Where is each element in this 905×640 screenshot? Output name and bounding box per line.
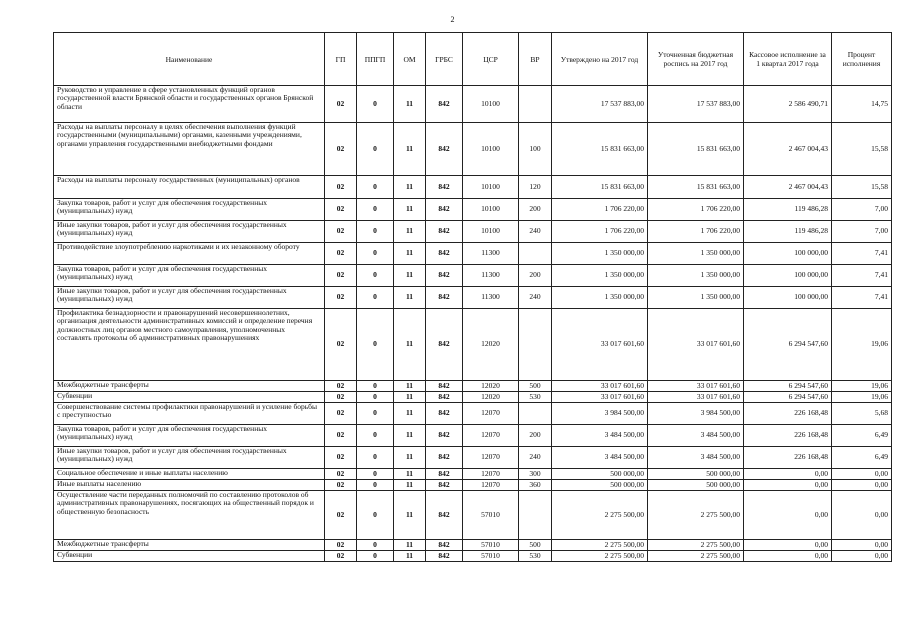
- row-om-cell: 11: [394, 287, 426, 309]
- row-grbs-cell: 842: [426, 491, 463, 540]
- header-grbs: ГРБС: [426, 33, 463, 86]
- row-cash-cell: 0,00: [744, 469, 832, 480]
- row-om-cell: 11: [394, 540, 426, 551]
- row-approved-cell: 15 831 663,00: [552, 123, 648, 176]
- row-grbs-cell: 842: [426, 199, 463, 221]
- row-ppgp-cell: 0: [357, 381, 394, 392]
- row-refined-cell: 33 017 601,60: [648, 309, 744, 381]
- row-approved-cell: 1 706 220,00: [552, 199, 648, 221]
- table-row: [54, 243, 892, 265]
- row-approved-cell: 33 017 601,60: [552, 309, 648, 381]
- row-ppgp-cell: 0: [357, 199, 394, 221]
- row-gp-cell: 02: [325, 199, 357, 221]
- row-vr-cell: 200: [519, 265, 552, 287]
- row-refined-cell: 2 275 500,00: [648, 551, 744, 562]
- row-gp-cell: 02: [325, 287, 357, 309]
- row-percent-cell: 6,49: [832, 425, 892, 447]
- row-cash-cell: 0,00: [744, 551, 832, 562]
- row-refined-cell: 3 484 500,00: [648, 447, 744, 469]
- row-approved-cell: 17 537 883,00: [552, 86, 648, 123]
- row-ppgp-cell: 0: [357, 551, 394, 562]
- row-cash-cell: 0,00: [744, 480, 832, 491]
- row-vr-cell: 120: [519, 176, 552, 199]
- row-cash-cell: 100 000,00: [744, 243, 832, 265]
- row-name-cell: Межбюджетные трансферты: [54, 381, 325, 392]
- row-om-cell: 11: [394, 86, 426, 123]
- table-row: [54, 480, 892, 491]
- row-gp-cell: 02: [325, 551, 357, 562]
- header-csr: ЦСР: [463, 33, 519, 86]
- row-gp-cell: 02: [325, 86, 357, 123]
- row-approved-cell: 15 831 663,00: [552, 176, 648, 199]
- row-vr-cell: 200: [519, 425, 552, 447]
- row-csr-cell: 10100: [463, 86, 519, 123]
- row-name-cell: Совершенствование системы профилактики правонарушений и усиление борьбы с преступностью: [54, 403, 325, 425]
- row-vr-cell: 530: [519, 551, 552, 562]
- table-row: [54, 86, 892, 123]
- row-cash-cell: 100 000,00: [744, 287, 832, 309]
- row-om-cell: 11: [394, 309, 426, 381]
- row-vr-cell: [519, 403, 552, 425]
- row-percent-cell: 15,58: [832, 123, 892, 176]
- row-approved-cell: 1 706 220,00: [552, 221, 648, 243]
- row-gp-cell: 02: [325, 540, 357, 551]
- row-ppgp-cell: 0: [357, 425, 394, 447]
- page-number: 2: [450, 15, 455, 24]
- row-approved-cell: 3 484 500,00: [552, 447, 648, 469]
- header-approved: Утверждено на 2017 год: [552, 33, 648, 86]
- row-cash-cell: 119 486,28: [744, 199, 832, 221]
- row-grbs-cell: 842: [426, 221, 463, 243]
- row-percent-cell: 0,00: [832, 480, 892, 491]
- budget-execution-table: [53, 32, 892, 562]
- row-refined-cell: 1 350 000,00: [648, 243, 744, 265]
- row-gp-cell: 02: [325, 403, 357, 425]
- row-ppgp-cell: 0: [357, 403, 394, 425]
- header-ppgp: ППГП: [357, 33, 394, 86]
- row-om-cell: 11: [394, 480, 426, 491]
- row-percent-cell: 0,00: [832, 551, 892, 562]
- table-row: [54, 176, 892, 199]
- row-csr-cell: 10100: [463, 199, 519, 221]
- row-grbs-cell: 842: [426, 480, 463, 491]
- row-ppgp-cell: 0: [357, 392, 394, 403]
- table-row: [54, 425, 892, 447]
- header-cash: Кассовое исполнение за 1 квартал 2017 года: [744, 33, 832, 86]
- row-grbs-cell: 842: [426, 287, 463, 309]
- row-refined-cell: 1 350 000,00: [648, 265, 744, 287]
- row-name-cell: Противодействие злоупотреблению наркотиками и их незаконному обороту: [54, 243, 325, 265]
- row-ppgp-cell: 0: [357, 491, 394, 540]
- row-cash-cell: 2 467 004,43: [744, 123, 832, 176]
- row-vr-cell: 530: [519, 392, 552, 403]
- row-refined-cell: 500 000,00: [648, 480, 744, 491]
- row-percent-cell: 7,00: [832, 221, 892, 243]
- row-grbs-cell: 842: [426, 381, 463, 392]
- row-percent-cell: 7,41: [832, 265, 892, 287]
- row-gp-cell: 02: [325, 243, 357, 265]
- row-csr-cell: 57010: [463, 491, 519, 540]
- row-approved-cell: 2 275 500,00: [552, 491, 648, 540]
- row-om-cell: 11: [394, 447, 426, 469]
- header-name: Наименование: [54, 33, 325, 86]
- row-name-cell: Осуществление части переданных полномочий по составлению протоколов об административных правонарушениях, посягающих на общественный порядок и общественную безопасность: [54, 491, 325, 540]
- row-refined-cell: 500 000,00: [648, 469, 744, 480]
- row-grbs-cell: 842: [426, 265, 463, 287]
- row-om-cell: 11: [394, 403, 426, 425]
- row-percent-cell: 6,49: [832, 447, 892, 469]
- row-csr-cell: 12020: [463, 381, 519, 392]
- row-csr-cell: 11300: [463, 243, 519, 265]
- table-row: [54, 123, 892, 176]
- row-approved-cell: 33 017 601,60: [552, 381, 648, 392]
- header-vr: ВР: [519, 33, 552, 86]
- row-name-cell: Иные закупки товаров, работ и услуг для обеспечения государственных (муниципальных) нужд: [54, 221, 325, 243]
- row-om-cell: 11: [394, 265, 426, 287]
- row-vr-cell: 100: [519, 123, 552, 176]
- table-row: [54, 309, 892, 381]
- row-csr-cell: 10100: [463, 176, 519, 199]
- row-cash-cell: 2 467 004,43: [744, 176, 832, 199]
- row-name-cell: Социальное обеспечение и иные выплаты населению: [54, 469, 325, 480]
- row-om-cell: 11: [394, 176, 426, 199]
- row-approved-cell: 3 984 500,00: [552, 403, 648, 425]
- header-refined: Уточненная бюджетная роспись на 2017 год: [648, 33, 744, 86]
- row-om-cell: 11: [394, 425, 426, 447]
- row-csr-cell: 57010: [463, 551, 519, 562]
- row-grbs-cell: 842: [426, 540, 463, 551]
- row-name-cell: Закупка товаров, работ и услуг для обеспечения государственных (муниципальных) нужд: [54, 199, 325, 221]
- row-cash-cell: 6 294 547,60: [744, 309, 832, 381]
- row-csr-cell: 12070: [463, 480, 519, 491]
- row-refined-cell: 2 275 500,00: [648, 491, 744, 540]
- row-om-cell: 11: [394, 123, 426, 176]
- row-om-cell: 11: [394, 199, 426, 221]
- row-ppgp-cell: 0: [357, 265, 394, 287]
- row-vr-cell: 360: [519, 480, 552, 491]
- row-percent-cell: 19,06: [832, 392, 892, 403]
- row-name-cell: Иные закупки товаров, работ и услуг для обеспечения государственных (муниципальных) нужд: [54, 287, 325, 309]
- row-name-cell: Закупка товаров, работ и услуг для обеспечения государственных (муниципальных) нужд: [54, 425, 325, 447]
- row-ppgp-cell: 0: [357, 447, 394, 469]
- row-approved-cell: 1 350 000,00: [552, 287, 648, 309]
- row-approved-cell: 1 350 000,00: [552, 243, 648, 265]
- header-om: ОМ: [394, 33, 426, 86]
- row-ppgp-cell: 0: [357, 540, 394, 551]
- row-ppgp-cell: 0: [357, 176, 394, 199]
- table-row: [54, 221, 892, 243]
- row-cash-cell: 6 294 547,60: [744, 392, 832, 403]
- row-grbs-cell: 842: [426, 86, 463, 123]
- table-row: [54, 403, 892, 425]
- row-vr-cell: [519, 309, 552, 381]
- row-ppgp-cell: 0: [357, 287, 394, 309]
- row-grbs-cell: 842: [426, 425, 463, 447]
- row-approved-cell: 500 000,00: [552, 469, 648, 480]
- row-name-cell: Межбюджетные трансферты: [54, 540, 325, 551]
- row-csr-cell: 12070: [463, 425, 519, 447]
- row-csr-cell: 12020: [463, 309, 519, 381]
- row-gp-cell: 02: [325, 381, 357, 392]
- row-om-cell: 11: [394, 243, 426, 265]
- row-name-cell: Иные выплаты населению: [54, 480, 325, 491]
- row-cash-cell: 226 168,48: [744, 447, 832, 469]
- row-percent-cell: 7,41: [832, 243, 892, 265]
- table-row: [54, 199, 892, 221]
- row-percent-cell: 14,75: [832, 86, 892, 123]
- row-refined-cell: 1 350 000,00: [648, 287, 744, 309]
- row-percent-cell: 5,68: [832, 403, 892, 425]
- row-approved-cell: 1 350 000,00: [552, 265, 648, 287]
- row-percent-cell: 19,06: [832, 309, 892, 381]
- row-name-cell: Закупка товаров, работ и услуг для обеспечения государственных (муниципальных) нужд: [54, 265, 325, 287]
- row-vr-cell: 300: [519, 469, 552, 480]
- row-grbs-cell: 842: [426, 469, 463, 480]
- row-name-cell: Иные закупки товаров, работ и услуг для обеспечения государственных (муниципальных) нужд: [54, 447, 325, 469]
- table-row: [54, 381, 892, 392]
- table-row: [54, 551, 892, 562]
- table-row: [54, 540, 892, 551]
- row-cash-cell: 0,00: [744, 491, 832, 540]
- row-vr-cell: 240: [519, 287, 552, 309]
- row-refined-cell: 33 017 601,60: [648, 381, 744, 392]
- row-gp-cell: 02: [325, 265, 357, 287]
- row-ppgp-cell: 0: [357, 469, 394, 480]
- header-gp: ГП: [325, 33, 357, 86]
- row-om-cell: 11: [394, 469, 426, 480]
- row-name-cell: Расходы на выплаты персоналу в целях обеспечения выполнения функций государственными (муниципальными) органами, казенными учреждениями, органами управления государственными внебюджетными фондами: [54, 123, 325, 176]
- row-gp-cell: 02: [325, 123, 357, 176]
- row-gp-cell: 02: [325, 480, 357, 491]
- row-csr-cell: 10100: [463, 221, 519, 243]
- row-csr-cell: 12070: [463, 447, 519, 469]
- row-name-cell: Расходы на выплаты персоналу государственных (муниципальных) органов: [54, 176, 325, 199]
- row-percent-cell: 0,00: [832, 540, 892, 551]
- header-percent: Процент исполнения: [832, 33, 892, 86]
- row-vr-cell: 200: [519, 199, 552, 221]
- row-percent-cell: 15,58: [832, 176, 892, 199]
- row-vr-cell: [519, 491, 552, 540]
- row-ppgp-cell: 0: [357, 480, 394, 491]
- row-ppgp-cell: 0: [357, 243, 394, 265]
- row-om-cell: 11: [394, 491, 426, 540]
- row-csr-cell: 12070: [463, 469, 519, 480]
- row-refined-cell: 17 537 883,00: [648, 86, 744, 123]
- row-grbs-cell: 842: [426, 447, 463, 469]
- row-om-cell: 11: [394, 381, 426, 392]
- row-refined-cell: 3 484 500,00: [648, 425, 744, 447]
- row-vr-cell: 500: [519, 540, 552, 551]
- row-grbs-cell: 842: [426, 176, 463, 199]
- row-approved-cell: 500 000,00: [552, 480, 648, 491]
- header-row: [54, 33, 892, 86]
- row-gp-cell: 02: [325, 221, 357, 243]
- table-row: [54, 447, 892, 469]
- row-gp-cell: 02: [325, 491, 357, 540]
- row-refined-cell: 15 831 663,00: [648, 176, 744, 199]
- row-approved-cell: 3 484 500,00: [552, 425, 648, 447]
- row-gp-cell: 02: [325, 425, 357, 447]
- row-vr-cell: [519, 243, 552, 265]
- row-grbs-cell: 842: [426, 123, 463, 176]
- row-csr-cell: 11300: [463, 287, 519, 309]
- row-approved-cell: 2 275 500,00: [552, 540, 648, 551]
- row-cash-cell: 100 000,00: [744, 265, 832, 287]
- row-approved-cell: 2 275 500,00: [552, 551, 648, 562]
- row-gp-cell: 02: [325, 392, 357, 403]
- row-csr-cell: 10100: [463, 123, 519, 176]
- row-om-cell: 11: [394, 392, 426, 403]
- row-csr-cell: 57010: [463, 540, 519, 551]
- row-refined-cell: 15 831 663,00: [648, 123, 744, 176]
- row-refined-cell: 3 984 500,00: [648, 403, 744, 425]
- row-cash-cell: 2 586 490,71: [744, 86, 832, 123]
- row-ppgp-cell: 0: [357, 123, 394, 176]
- row-percent-cell: 7,41: [832, 287, 892, 309]
- row-percent-cell: 7,00: [832, 199, 892, 221]
- row-csr-cell: 12020: [463, 392, 519, 403]
- row-grbs-cell: 842: [426, 243, 463, 265]
- row-refined-cell: 2 275 500,00: [648, 540, 744, 551]
- row-cash-cell: 0,00: [744, 540, 832, 551]
- row-gp-cell: 02: [325, 447, 357, 469]
- row-cash-cell: 6 294 547,60: [744, 381, 832, 392]
- row-refined-cell: 1 706 220,00: [648, 221, 744, 243]
- row-name-cell: Руководство и управление в сфере установленных функций органов государственной власти Брянской области и государственных органов Брянской области: [54, 86, 325, 123]
- row-csr-cell: 12070: [463, 403, 519, 425]
- row-vr-cell: [519, 86, 552, 123]
- row-csr-cell: 11300: [463, 265, 519, 287]
- row-gp-cell: 02: [325, 176, 357, 199]
- row-grbs-cell: 842: [426, 551, 463, 562]
- row-percent-cell: 19,06: [832, 381, 892, 392]
- row-name-cell: Субвенции: [54, 392, 325, 403]
- row-gp-cell: 02: [325, 309, 357, 381]
- table-row: [54, 287, 892, 309]
- row-refined-cell: 33 017 601,60: [648, 392, 744, 403]
- row-cash-cell: 119 486,28: [744, 221, 832, 243]
- row-approved-cell: 33 017 601,60: [552, 392, 648, 403]
- row-om-cell: 11: [394, 221, 426, 243]
- table-row: [54, 469, 892, 480]
- row-grbs-cell: 842: [426, 403, 463, 425]
- row-cash-cell: 226 168,48: [744, 403, 832, 425]
- row-gp-cell: 02: [325, 469, 357, 480]
- row-om-cell: 11: [394, 551, 426, 562]
- row-vr-cell: 500: [519, 381, 552, 392]
- row-name-cell: Субвенции: [54, 551, 325, 562]
- table-row: [54, 392, 892, 403]
- row-vr-cell: 240: [519, 447, 552, 469]
- row-grbs-cell: 842: [426, 392, 463, 403]
- row-ppgp-cell: 0: [357, 86, 394, 123]
- row-cash-cell: 226 168,48: [744, 425, 832, 447]
- row-vr-cell: 240: [519, 221, 552, 243]
- row-name-cell: Профилактика безнадзорности и правонарушений несовершеннолетних, организация деятельности административных комиссий и определение перечня должностных лиц органов местного самоуправления, уполномоченных составлять протоколы об административных правонарушениях: [54, 309, 325, 381]
- table-row: [54, 491, 892, 540]
- row-percent-cell: 0,00: [832, 491, 892, 540]
- table-row: [54, 265, 892, 287]
- row-ppgp-cell: 0: [357, 309, 394, 381]
- row-ppgp-cell: 0: [357, 221, 394, 243]
- row-percent-cell: 0,00: [832, 469, 892, 480]
- row-grbs-cell: 842: [426, 309, 463, 381]
- row-refined-cell: 1 706 220,00: [648, 199, 744, 221]
